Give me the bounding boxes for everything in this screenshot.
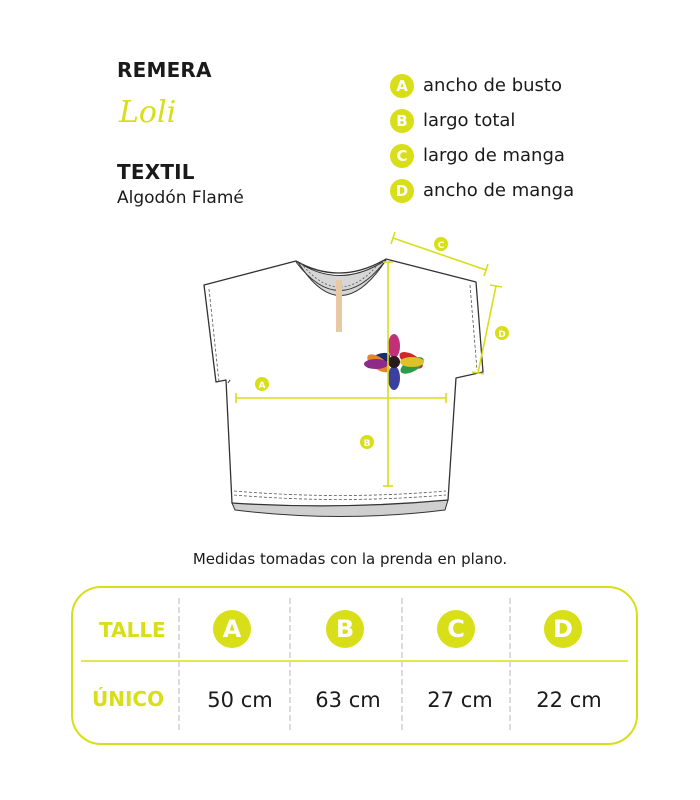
svg-text:B: B [363,439,371,449]
table-cell-d: 22 cm [536,688,602,712]
garment-type-label: REMERA [117,58,212,82]
legend-badge-b: B [390,109,414,133]
measure-line-d [478,286,496,373]
diagram-marker-a [255,377,269,391]
table-cell-b: 63 cm [315,688,381,712]
back-seam-mark [336,280,342,332]
legend-badge-c: C [390,144,414,168]
table-dividers [71,586,638,745]
column-badge-a: A [213,610,251,648]
measurement-legend [390,68,574,208]
legend-badge-a: A [390,74,414,98]
measurement-note: Medidas tomadas con la prenda en plano. [192,550,508,568]
table-header-label: TALLE [99,618,166,642]
table-cell-a: 50 cm [207,688,273,712]
table-cell-c: 27 cm [427,688,493,712]
legend-item-b [390,103,574,138]
svg-text:D: D [498,330,506,340]
legend-text-c: largo de manga [423,145,565,166]
legend-item-c [390,138,574,173]
diagram-marker-b [360,435,374,449]
legend-item-a [390,68,574,103]
legend-item-d [390,173,574,208]
legend-text-b: largo total [423,110,516,131]
column-badge-d: D [544,610,582,648]
size-table [71,586,638,745]
svg-text:C: C [437,241,445,251]
textile-value: Algodón Flamé [117,188,244,208]
diagram-marker-c [434,237,448,251]
svg-text:A: A [258,381,266,391]
legend-text-d: ancho de manga [423,180,575,201]
table-row-label: ÚNICO [92,687,165,711]
column-badge-c: C [437,610,475,648]
garment-name-script [117,88,207,133]
garment-body [204,259,483,506]
legend-badge-d: D [390,179,414,203]
textile-label: TEXTIL [117,160,195,184]
garment-diagram [195,228,515,528]
column-badge-b: B [326,610,364,648]
garment-name-text: Loli [119,95,177,130]
legend-text-a: ancho de busto [423,75,562,96]
diagram-marker-d [495,326,509,340]
